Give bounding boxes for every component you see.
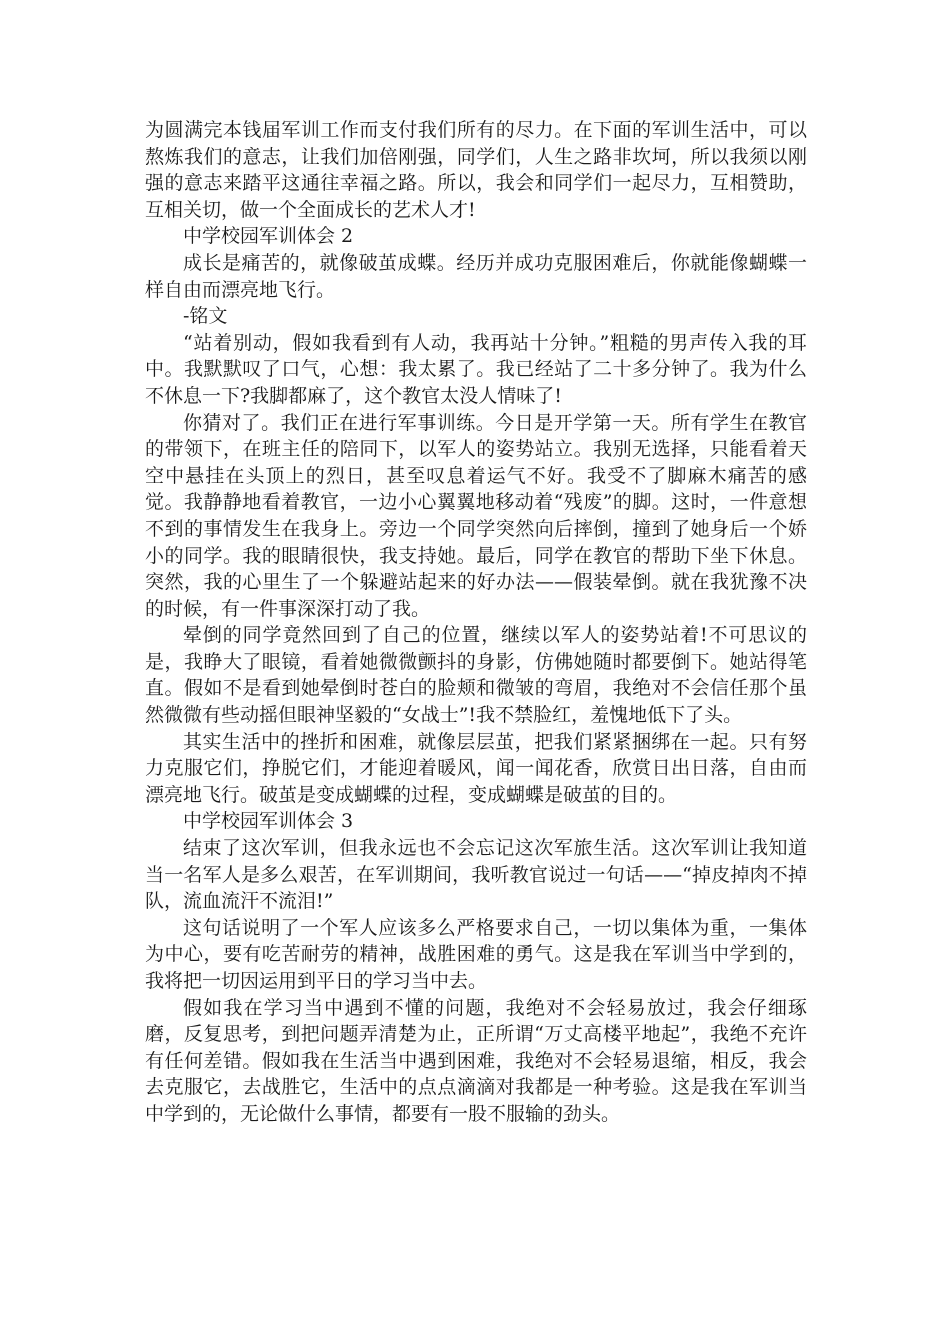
- section-heading-2: 中学校园军训体会 2: [183, 225, 354, 248]
- paragraph-attribution: -铭文: [183, 305, 228, 328]
- paragraph: 成长是痛苦的，就像破茧成蝶。经历并成功克服困难后，你就能像蝴蝶一样自由而漂亮地飞行。: [145, 251, 807, 301]
- paragraph: 其实生活中的挫折和困难，就像层层茧，把我们紧紧捆绑在一起。只有努力克服它们，挣脱它们，才能迎着暖风，闻一闻花香，欣赏日出日落，自由而漂亮地飞行。破茧是变成蝴蝶的过程，变成蝴蝶是破茧的目的。: [145, 730, 807, 806]
- section-heading-3: 中学校园军训体会 3: [183, 810, 354, 833]
- paragraph: 假如我在学习当中遇到不懂的问题，我绝对不会轻易放过，我会仔细琢磨，反复思考，到把问题弄清楚为止，正所谓“万丈高楼平地起”，我绝不充许有任何差错。假如我在生活当中遇到困难，我绝对不会轻易退缩，相反，我会去克服它，去战胜它，生活中的点点滴滴对我都是一种考验。这是我在军训当中学到的，无论做什么事情，都要有一股不服输的劲头。: [145, 996, 807, 1125]
- paragraph: “站着别动，假如我看到有人动，我再站十分钟。”粗糙的男声传入我的耳中。我默默叹了口气，心想：我太累了。我已经站了二十多分钟了。我为什么不休息一下?我脚都麻了，这个教官太没人情味了!: [145, 331, 807, 407]
- paragraph: 你猜对了。我们正在进行军事训练。今日是开学第一天。所有学生在教官的带领下，在班主任的陪同下，以军人的姿势站立。我别无选择，只能看着天空中悬挂在头顶上的烈日，甚至叹息着运气不好。我受不了脚麻木痛苦的感觉。我静静地看着教官，一边小心翼翼地移动着“残废”的脚。这时，一件意想不到的事情发生在我身上。旁边一个同学突然向后摔倒，撞到了她身后一个娇小的同学。我的眼睛很快，我支持她。最后，同学在教官的帮助下坐下休息。突然，我的心里生了一个躲避站起来的好办法——假装晕倒。就在我犹豫不决的时候，有一件事深深打动了我。: [145, 411, 807, 620]
- paragraph: 结束了这次军训，但我永远也不会忘记这次军旅生活。这次军训让我知道当一名军人是多么艰苦，在军训期间，我听教官说过一句话——“掉皮掉肉不掉队，流血流汗不流泪!”: [145, 837, 807, 913]
- paragraph: 这句话说明了一个军人应该多么严格要求自己，一切以集体为重，一集体为中心，要有吃苦耐劳的精神，战胜困难的勇气。这是我在军训当中学到的，我将把一切因运用到平日的学习当中去。: [145, 916, 807, 992]
- document-page: [145, 117, 807, 1128]
- paragraph: 晕倒的同学竟然回到了自己的位置，继续以军人的姿势站着!不可思议的是，我睁大了眼镜，看着她微微颤抖的身影，仿佛她随时都要倒下。她站得笔直。假如不是看到她晕倒时苍白的脸颊和微皱的弯眉，我绝对不会信任那个虽然微微有些动摇但眼神坚毅的“女战士”!我不禁脸红，羞愧地低下了头。: [145, 624, 807, 727]
- paragraph-continued: 为圆满完本钱届军训工作而支付我们所有的尽力。在下面的军训生活中，可以熬炼我们的意志，让我们加倍刚强，同学们，人生之路非坎坷，所以我须以刚强的意志来踏平这通往幸福之路。所以，我会和同学们一起尽力，互相赞助，互相关切，做一个全面成长的艺术人才!: [145, 119, 807, 221]
